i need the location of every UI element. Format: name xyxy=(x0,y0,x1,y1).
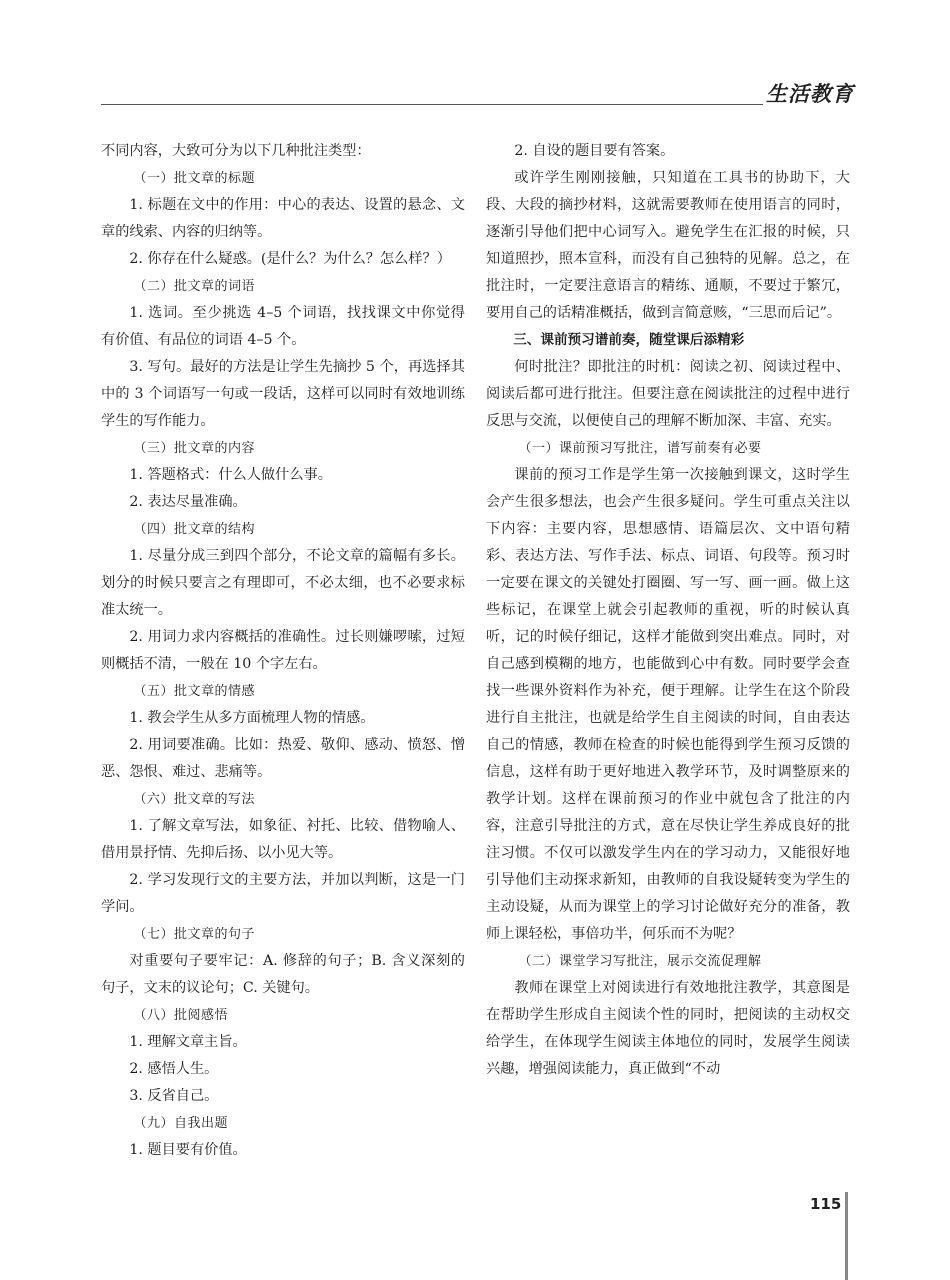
section-heading: 三、课前预习谱前奏，随堂课后添精彩 xyxy=(513,332,745,348)
paragraph: 3. 反省自己。 xyxy=(129,1088,219,1104)
paragraph: 1. 理解文章主旨。 xyxy=(129,1034,247,1050)
paragraph: 1. 选词。至少挑选 4–5 个词语，找找课文中你觉得有价值、有品位的词语 4–5 个。 xyxy=(101,305,465,348)
paragraph: 2. 感悟人生。 xyxy=(129,1061,219,1077)
subheading: （一）批文章的标题 xyxy=(133,171,256,186)
subheading: （一）课前预习写批注，谱写前奏有必要 xyxy=(518,441,762,456)
paragraph: 2. 表达尽量准确。 xyxy=(129,494,247,510)
paragraph: 2. 用词力求内容概括的准确性。过长则嫌啰嗦，过短则概括不清，一般在 10 个字左右。 xyxy=(101,629,465,672)
paragraph: 2. 你存在什么疑惑。(是什么？为什么？怎么样？） xyxy=(129,251,451,267)
subheading: （八）批阅感悟 xyxy=(133,1008,229,1023)
paragraph: 对重要句子要牢记：A. 修辞的句子；B. 含义深刻的句子，文末的议论句；C. 关键句。 xyxy=(101,953,465,996)
paragraph: 不同内容，大致可分为以下几种批注类型： xyxy=(101,143,371,159)
journal-title: 生活教育 xyxy=(766,81,854,106)
paragraph: 教师在课堂上对阅读进行有效地批注教学，其意图是在帮助学生形成自主阅读个性的同时，把阅读的主动权交给学生，在体现学生阅读主体地位的同时，发展学生阅读兴趣，增强阅读能力，真正做到“不动 xyxy=(486,980,850,1077)
paragraph: 2. 用词要准确。比如：热爱、敬仰、感动、愤怒、憎恶、怨恨、难过、悲痛等。 xyxy=(101,737,465,780)
paragraph: 2. 自设的题目要有答案。 xyxy=(514,143,675,159)
paragraph: 3. 写句。最好的方法是让学生先摘抄 5 个，再选择其中的 3 个词语写一句或一段话，这样可以同时有效地训练学生的写作能力。 xyxy=(101,359,465,429)
paragraph: 何时批注？即批注的时机：阅读之初、阅读过程中、阅读后都可进行批注。但要注意在阅读批注的过程中进行反思与交流，以便使自己的理解不断加深、丰富、充实。 xyxy=(486,359,850,429)
paragraph: 课前的预习工作是学生第一次接触到课文，这时学生会产生很多想法，也会产生很多疑问。学生可重点关注以下内容：主要内容，思想感情、语篇层次、文中语句精彩、表达方法、写作手法、标点、词语、句段等。预习时一定要在课文的关键处打圈圈、写一写、画一画。做上这些标记，在课堂上就会引起教师的重视，听的时候认真听，记的时候仔细记，这样才能做到突出难点。同时，对自己感到模糊的地方，也能做到心中有数。同时要学会查找一些课外资料作为补充，便于理解。让学生在这个阶段进行自主批注，也就是给学生自主阅读的时间，自由表达自己的情感，教师在检查的时候也能得到学生预习反馈的信息，这样有助于更好地进入教学环节，及时调整原来的教学计划。这样在课前预习的作业中就包含了批注的内容，注意引导批注的方式，意在尽快让学生养成良好的批注习惯。不仅可以激发学生内在的学习动力，又能很好地引导他们主动探求新知，由教师的自我设疑转变为学生的主动设疑，从而为课堂上的学习讨论做好充分的准备，教师上课轻松，事倍功半，何乐而不为呢？ xyxy=(486,467,850,942)
subheading: （二）批文章的词语 xyxy=(133,279,256,294)
paragraph: 2. 学习发现行文的主要方法，并加以判断，这是一门学问。 xyxy=(101,872,465,915)
left-column xyxy=(101,138,465,1164)
subheading: （三）批文章的内容 xyxy=(133,441,256,456)
paragraph: 1. 教会学生从多方面梳理人物的情感。 xyxy=(129,710,375,726)
page-number: 115 xyxy=(810,1195,842,1213)
header-rule xyxy=(101,104,763,105)
page-edge-bar xyxy=(845,1192,848,1280)
paragraph: 1. 了解文章写法，如象征、衬托、比较、借物喻人、借用景抒情、先抑后扬、以小见大等。 xyxy=(101,818,465,861)
subheading: （六）批文章的写法 xyxy=(133,792,256,807)
subheading: （二）课堂学习写批注，展示交流促理解 xyxy=(518,954,762,969)
paragraph: 1. 答题格式：什么人做什么事。 xyxy=(129,467,332,483)
subheading: （四）批文章的结构 xyxy=(133,522,256,537)
subheading: （九）自我出题 xyxy=(133,1116,229,1131)
subheading: （七）批文章的句子 xyxy=(133,927,256,942)
right-column xyxy=(486,138,850,1083)
subheading: （五）批文章的情感 xyxy=(133,684,256,699)
paragraph: 1. 题目要有价值。 xyxy=(129,1142,247,1158)
paragraph: 或许学生刚刚接触，只知道在工具书的协助下，大段、大段的摘抄材料，这就需要教师在使用语言的同时，逐渐引导他们把中心词写入。避免学生在汇报的时候，只知道照抄，照本宣科，而没有自己独特的见解。总之，在批注时，一定要注意语言的精练、通顺，不要过于繁冗，要用自己的话精准概括，做到言简意赅，“三思而后记”。 xyxy=(486,170,850,321)
paragraph: 1. 尽量分成三到四个部分，不论文章的篇幅有多长。划分的时候只要言之有理即可，不必太细，也不必要求标准太统一。 xyxy=(101,548,465,618)
paragraph: 1. 标题在文中的作用：中心的表达、设置的悬念、文章的线索、内容的归纳等。 xyxy=(101,197,465,240)
